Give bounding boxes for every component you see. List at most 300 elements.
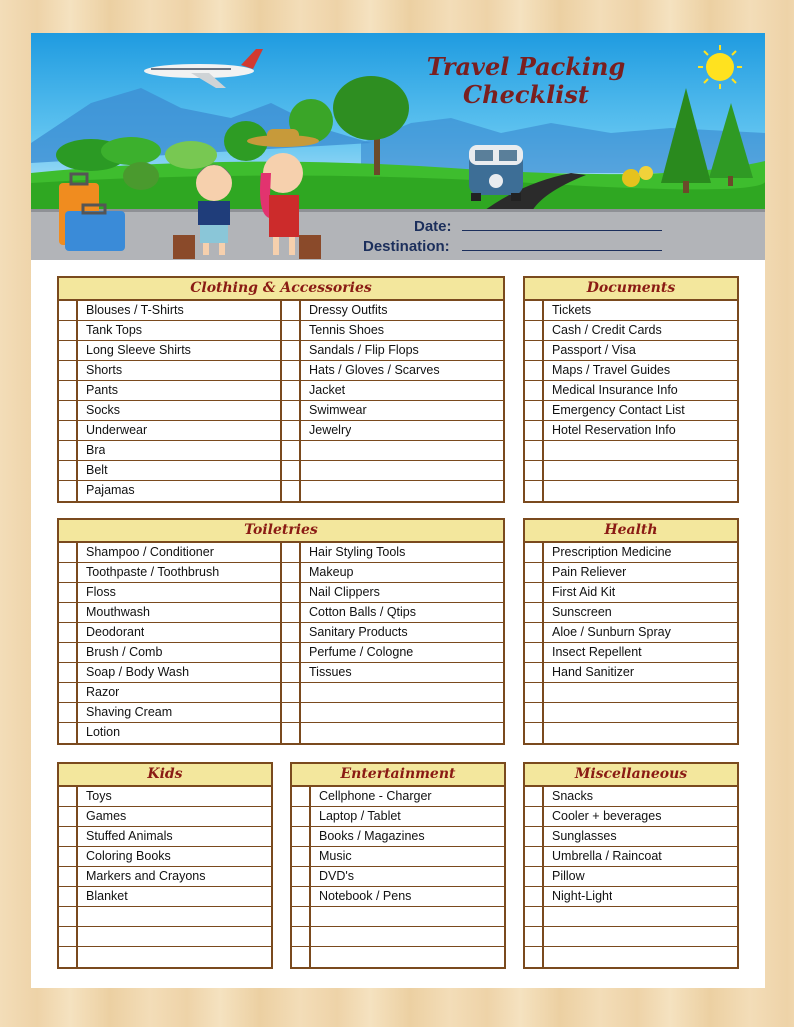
checklist-item-label: Lotion <box>86 725 121 739</box>
checklist-row <box>282 381 503 401</box>
checkbox[interactable] <box>292 827 311 846</box>
checklist-row <box>59 683 280 703</box>
checkbox[interactable] <box>525 421 544 440</box>
checkbox[interactable] <box>59 867 78 886</box>
checklist-row <box>292 887 504 907</box>
checklist-item-label: Books / Magazines <box>319 829 425 843</box>
checkbox[interactable] <box>59 421 78 440</box>
checklist-row <box>59 441 280 461</box>
checklist-row <box>525 563 737 583</box>
checklist-item-label <box>301 723 309 743</box>
checklist-item-label: Cooler + beverages <box>552 809 662 823</box>
checkbox[interactable] <box>282 341 301 360</box>
checklist-item-label: Perfume / Cologne <box>309 645 414 659</box>
checkbox[interactable] <box>282 381 301 400</box>
checklist-item-label: Tickets <box>552 303 592 317</box>
checklist-row <box>292 807 504 827</box>
checkbox[interactable] <box>292 887 311 906</box>
checkbox[interactable] <box>282 361 301 380</box>
section-miscellaneous <box>523 762 739 969</box>
checkbox[interactable] <box>59 807 78 826</box>
checklist-item-label: Sandals / Flip Flops <box>309 343 419 357</box>
checklist-item-label: Cash / Credit Cards <box>552 323 662 337</box>
checkbox[interactable] <box>292 847 311 866</box>
checkbox[interactable] <box>525 927 544 946</box>
checkbox[interactable] <box>525 947 544 967</box>
checklist-item-label: Jacket <box>309 383 346 397</box>
checklist-item-label <box>544 907 552 926</box>
checkbox[interactable] <box>525 847 544 866</box>
checkbox[interactable] <box>282 703 301 722</box>
checklist-column <box>59 543 280 743</box>
checkbox[interactable] <box>525 401 544 420</box>
title-line-2: Checklist <box>463 80 589 109</box>
checklist-item-label: Maps / Travel Guides <box>552 363 671 377</box>
checkbox[interactable] <box>282 603 301 622</box>
checkbox[interactable] <box>525 381 544 400</box>
checklist-item-label: Emergency Contact List <box>552 403 685 417</box>
checklist-row <box>59 807 271 827</box>
checklist-row <box>282 321 503 341</box>
header-banner <box>31 33 765 260</box>
section-documents <box>523 276 739 503</box>
checklist-item-label: Deodorant <box>86 625 145 639</box>
checklist-row <box>59 603 280 623</box>
checkbox[interactable] <box>59 947 78 967</box>
checkbox[interactable] <box>282 543 301 562</box>
checklist-item-label: Hats / Gloves / Scarves <box>309 363 440 377</box>
checklist-item-label: Games <box>86 809 127 823</box>
checklist-item-label: Stuffed Animals <box>86 829 173 843</box>
checklist-row <box>59 563 280 583</box>
checkbox[interactable] <box>282 481 301 501</box>
checklist-item-label: Pants <box>86 383 118 397</box>
checklist-row <box>59 623 280 643</box>
checklist-item-label: Aloe / Sunburn Spray <box>552 625 671 639</box>
checklist-row <box>59 361 280 381</box>
checklist-row <box>525 867 737 887</box>
checklist-item-label: Music <box>319 849 352 863</box>
checklist-row <box>59 583 280 603</box>
section-clothing <box>57 276 505 503</box>
checkbox[interactable] <box>292 927 311 946</box>
checkbox[interactable] <box>525 643 544 662</box>
checklist-item-label: Sunscreen <box>552 605 612 619</box>
checkbox[interactable] <box>292 807 311 826</box>
checklist-item-label: Makeup <box>309 565 354 579</box>
checklist-column <box>292 787 504 967</box>
checklist-row <box>59 381 280 401</box>
checkbox[interactable] <box>282 563 301 582</box>
checkbox[interactable] <box>282 421 301 440</box>
checklist-item-label <box>544 441 552 460</box>
checkbox[interactable] <box>59 341 78 360</box>
checkbox[interactable] <box>525 543 544 562</box>
checklist-item-label <box>78 907 86 926</box>
checkbox[interactable] <box>525 583 544 602</box>
section-health <box>523 518 739 745</box>
checklist-item-label: Floss <box>86 585 116 599</box>
destination-label: Destination: <box>363 238 450 255</box>
section-toiletries <box>57 518 505 745</box>
checklist-item-label: Markers and Crayons <box>86 869 206 883</box>
checklist-row <box>59 461 280 481</box>
checklist-item-label: First Aid Kit <box>552 585 616 599</box>
checklist-row <box>525 887 737 907</box>
checklist-row <box>292 907 504 927</box>
checkbox[interactable] <box>59 703 78 722</box>
checkbox[interactable] <box>59 441 78 460</box>
checkbox[interactable] <box>525 827 544 846</box>
checkbox[interactable] <box>525 807 544 826</box>
checklist-item-label: Sanitary Products <box>309 625 408 639</box>
checklist-item-label: Razor <box>86 685 120 699</box>
checklist-item-label: Brush / Comb <box>86 645 163 659</box>
checkbox[interactable] <box>525 683 544 702</box>
checklist-item-label: Cotton Balls / Qtips <box>309 605 416 619</box>
checklist-item-label: Jewelry <box>309 423 352 437</box>
checklist-row <box>59 887 271 907</box>
checkbox[interactable] <box>525 867 544 886</box>
checkbox[interactable] <box>525 321 544 340</box>
checklist-item-label: Blouses / T-Shirts <box>86 303 184 317</box>
checkbox[interactable] <box>59 401 78 420</box>
checkbox[interactable] <box>282 401 301 420</box>
checklist-item-label <box>544 703 552 722</box>
checklist-item-label: Prescription Medicine <box>552 545 672 559</box>
section-entertainment <box>290 762 506 969</box>
checklist-row <box>525 461 737 481</box>
checklist-item-label: Mouthwash <box>86 605 150 619</box>
date-line[interactable] <box>462 230 662 231</box>
checklist-row <box>525 907 737 927</box>
checkbox[interactable] <box>525 663 544 682</box>
checklist-item-label: Shaving Cream <box>86 705 173 719</box>
checkbox[interactable] <box>292 947 311 967</box>
checklist-row <box>282 723 503 743</box>
checklist-row <box>59 947 271 967</box>
checkbox[interactable] <box>59 381 78 400</box>
checklist-item-label: Insect Repellent <box>552 645 642 659</box>
checkbox[interactable] <box>59 887 78 906</box>
checklist-row <box>292 867 504 887</box>
checklist-row <box>525 603 737 623</box>
checklist-item-label: Hair Styling Tools <box>309 545 406 559</box>
checklist-row <box>282 703 503 723</box>
checklist-row <box>282 441 503 461</box>
checkbox[interactable] <box>59 481 78 501</box>
checkbox[interactable] <box>525 361 544 380</box>
checklist-row <box>292 947 504 967</box>
checklist-row <box>282 683 503 703</box>
checkbox[interactable] <box>59 461 78 480</box>
checklist-item-label <box>311 947 319 967</box>
checkbox[interactable] <box>525 787 544 806</box>
checkbox[interactable] <box>282 683 301 702</box>
checklist-item-label <box>301 441 309 460</box>
checklist-columns <box>59 301 503 501</box>
section-heading: Kids <box>59 764 271 787</box>
checklist-columns <box>525 543 737 743</box>
date-label: Date: <box>414 218 452 235</box>
checklist-row <box>59 787 271 807</box>
checklist-item-label: Underwear <box>86 423 148 437</box>
checkbox[interactable] <box>525 887 544 906</box>
checklist-row <box>525 583 737 603</box>
checklist-item-label: Umbrella / Raincoat <box>552 849 662 863</box>
checkbox[interactable] <box>59 723 78 743</box>
checklist-row <box>282 341 503 361</box>
checklist-item-label: Passport / Visa <box>552 343 636 357</box>
checkbox[interactable] <box>525 603 544 622</box>
checklist-row <box>525 543 737 563</box>
checklist-row <box>59 907 271 927</box>
checkbox[interactable] <box>282 583 301 602</box>
title-line-1: Travel Packing <box>426 52 626 81</box>
checkbox[interactable] <box>525 441 544 460</box>
checklist-row <box>525 787 737 807</box>
checklist-row <box>292 827 504 847</box>
checklist-item-label <box>78 927 86 946</box>
checklist-column <box>280 543 503 743</box>
checklist-item-label <box>301 481 309 501</box>
checklist-row <box>525 683 737 703</box>
checklist-row <box>59 401 280 421</box>
checklist-row <box>525 421 737 441</box>
checkbox[interactable] <box>282 643 301 662</box>
checkbox[interactable] <box>59 663 78 682</box>
checklist-item-label <box>301 461 309 480</box>
checklist-item-label <box>544 481 552 501</box>
checklist-row <box>525 807 737 827</box>
checklist-row <box>525 847 737 867</box>
checklist-item-label: Night-Light <box>552 889 613 903</box>
checklist-item-label: Sunglasses <box>552 829 617 843</box>
checklist-row <box>59 723 280 743</box>
checklist-item-label <box>544 723 552 743</box>
section-heading: Health <box>525 520 737 543</box>
checklist-row <box>59 321 280 341</box>
checklist-item-label: Toothpaste / Toothbrush <box>86 565 220 579</box>
checklist-item-label: Pillow <box>552 869 585 883</box>
checklist-item-label: Soap / Body Wash <box>86 665 190 679</box>
checklist-row <box>59 867 271 887</box>
checklist-item-label: Cellphone - Charger <box>319 789 432 803</box>
checklist-item-label: Dressy Outfits <box>309 303 388 317</box>
checkbox[interactable] <box>282 321 301 340</box>
van-icon <box>469 145 523 201</box>
checklist-column <box>59 301 280 501</box>
checkbox[interactable] <box>292 907 311 926</box>
checklist-row <box>525 723 737 743</box>
checklist-columns <box>525 787 737 967</box>
checklist-page <box>31 33 765 988</box>
checkbox[interactable] <box>59 361 78 380</box>
checklist-row <box>525 947 737 967</box>
checklist-row <box>292 927 504 947</box>
checkbox[interactable] <box>525 723 544 743</box>
checklist-column <box>525 787 737 967</box>
checklist-row <box>282 643 503 663</box>
checkbox[interactable] <box>59 603 78 622</box>
checklist-item-label: Coloring Books <box>86 849 171 863</box>
checkbox[interactable] <box>59 927 78 946</box>
checklist-item-label <box>301 703 309 722</box>
section-heading: Entertainment <box>292 764 504 787</box>
checklist-row <box>282 401 503 421</box>
checklist-item-label <box>544 461 552 480</box>
checkbox[interactable] <box>525 341 544 360</box>
checklist-item-label <box>311 907 319 926</box>
checkbox[interactable] <box>59 827 78 846</box>
checklist-item-label: Tennis Shoes <box>309 323 385 337</box>
checklist-row <box>282 663 503 683</box>
checklist-item-label: Hand Sanitizer <box>552 665 634 679</box>
checklist-row <box>59 341 280 361</box>
section-heading: Documents <box>525 278 737 301</box>
checklist-column <box>59 787 271 967</box>
checklist-item-label: Pain Reliever <box>552 565 627 579</box>
checkbox[interactable] <box>282 723 301 743</box>
checklist-item-label: Toys <box>86 789 112 803</box>
destination-line[interactable] <box>462 250 662 251</box>
checkbox[interactable] <box>59 543 78 562</box>
checklist-item-label: Notebook / Pens <box>319 889 412 903</box>
checkbox[interactable] <box>282 461 301 480</box>
checklist-row <box>525 341 737 361</box>
checklist-item-label: Pajamas <box>86 483 135 497</box>
checkbox[interactable] <box>282 623 301 642</box>
checklist-columns <box>525 301 737 501</box>
checklist-row <box>525 703 737 723</box>
section-heading: Toiletries <box>59 520 503 543</box>
checklist-item-label: Nail Clippers <box>309 585 380 599</box>
checklist-row <box>282 301 503 321</box>
checklist-row <box>292 787 504 807</box>
checklist-item-label <box>544 683 552 702</box>
checklist-row <box>282 543 503 563</box>
checklist-item-label: Laptop / Tablet <box>319 809 401 823</box>
checklist-item-label: Socks <box>86 403 121 417</box>
airplane-icon <box>144 49 263 88</box>
checklist-row <box>525 321 737 341</box>
checkbox[interactable] <box>59 583 78 602</box>
checklist-item-label: Tank Tops <box>86 323 143 337</box>
checkbox[interactable] <box>59 623 78 642</box>
checklist-item-label: Swimwear <box>309 403 367 417</box>
section-heading: Miscellaneous <box>525 764 737 787</box>
checklist-row <box>525 401 737 421</box>
checklist-item-label: Shorts <box>86 363 123 377</box>
checkbox[interactable] <box>59 321 78 340</box>
checkbox[interactable] <box>59 847 78 866</box>
checkbox[interactable] <box>292 787 311 806</box>
section-heading: Clothing & Accessories <box>59 278 503 301</box>
checklist-row <box>282 421 503 441</box>
checklist-row <box>525 663 737 683</box>
checkbox[interactable] <box>525 481 544 501</box>
checklist-row <box>282 583 503 603</box>
checklist-item-label: Hotel Reservation Info <box>552 423 676 437</box>
checklist-item-label: Shampoo / Conditioner <box>86 545 214 559</box>
checklist-item-label: Tissues <box>309 665 352 679</box>
checkbox[interactable] <box>282 441 301 460</box>
checklist-item-label: Blanket <box>86 889 128 903</box>
checkbox[interactable] <box>525 907 544 926</box>
checklist-item-label: Belt <box>86 463 108 477</box>
checklist-row <box>525 381 737 401</box>
checklist-row <box>59 643 280 663</box>
checklist-row <box>282 603 503 623</box>
checkbox[interactable] <box>525 301 544 320</box>
checklist-row <box>59 927 271 947</box>
checklist-row <box>525 361 737 381</box>
checklist-row <box>525 623 737 643</box>
checklist-row <box>525 301 737 321</box>
checklist-item-label: Medical Insurance Info <box>552 383 678 397</box>
checkbox[interactable] <box>282 663 301 682</box>
checklist-row <box>525 481 737 501</box>
checklist-item-label <box>301 683 309 702</box>
checklist-item-label: Long Sleeve Shirts <box>86 343 191 357</box>
checkbox[interactable] <box>282 301 301 320</box>
checklist-item-label: DVD's <box>319 869 355 883</box>
checklist-row <box>282 361 503 381</box>
checklist-column <box>280 301 503 501</box>
checklist-row <box>59 481 280 501</box>
checklist-row <box>59 663 280 683</box>
checklist-row <box>282 481 503 501</box>
checklist-row <box>59 703 280 723</box>
checklist-row <box>59 827 271 847</box>
checkbox[interactable] <box>59 301 78 320</box>
checklist-row <box>525 643 737 663</box>
checkbox[interactable] <box>59 563 78 582</box>
checklist-row <box>525 927 737 947</box>
checkbox[interactable] <box>525 623 544 642</box>
checklist-row <box>292 847 504 867</box>
checklist-item-label <box>78 947 86 967</box>
checkbox[interactable] <box>59 643 78 662</box>
page-title <box>391 53 661 109</box>
section-kids <box>57 762 273 969</box>
checkbox[interactable] <box>525 563 544 582</box>
checkbox[interactable] <box>59 683 78 702</box>
checklist-columns <box>292 787 504 967</box>
checkbox[interactable] <box>525 461 544 480</box>
checklist-row <box>59 543 280 563</box>
checklist-column <box>525 543 737 743</box>
checklist-column <box>525 301 737 501</box>
checklist-row <box>525 441 737 461</box>
checklist-item-label: Snacks <box>552 789 593 803</box>
checklist-row <box>59 847 271 867</box>
checklist-columns <box>59 543 503 743</box>
checkbox[interactable] <box>59 907 78 926</box>
checklist-row <box>59 421 280 441</box>
checklist-item-label <box>544 927 552 946</box>
checklist-row <box>282 623 503 643</box>
checklist-item-label <box>311 927 319 946</box>
checkbox[interactable] <box>292 867 311 886</box>
checklist-item-label <box>544 947 552 967</box>
checklist-row <box>282 461 503 481</box>
checklist-row <box>525 827 737 847</box>
checkbox[interactable] <box>525 703 544 722</box>
checklist-item-label: Bra <box>86 443 106 457</box>
checkbox[interactable] <box>59 787 78 806</box>
checklist-columns <box>59 787 271 967</box>
